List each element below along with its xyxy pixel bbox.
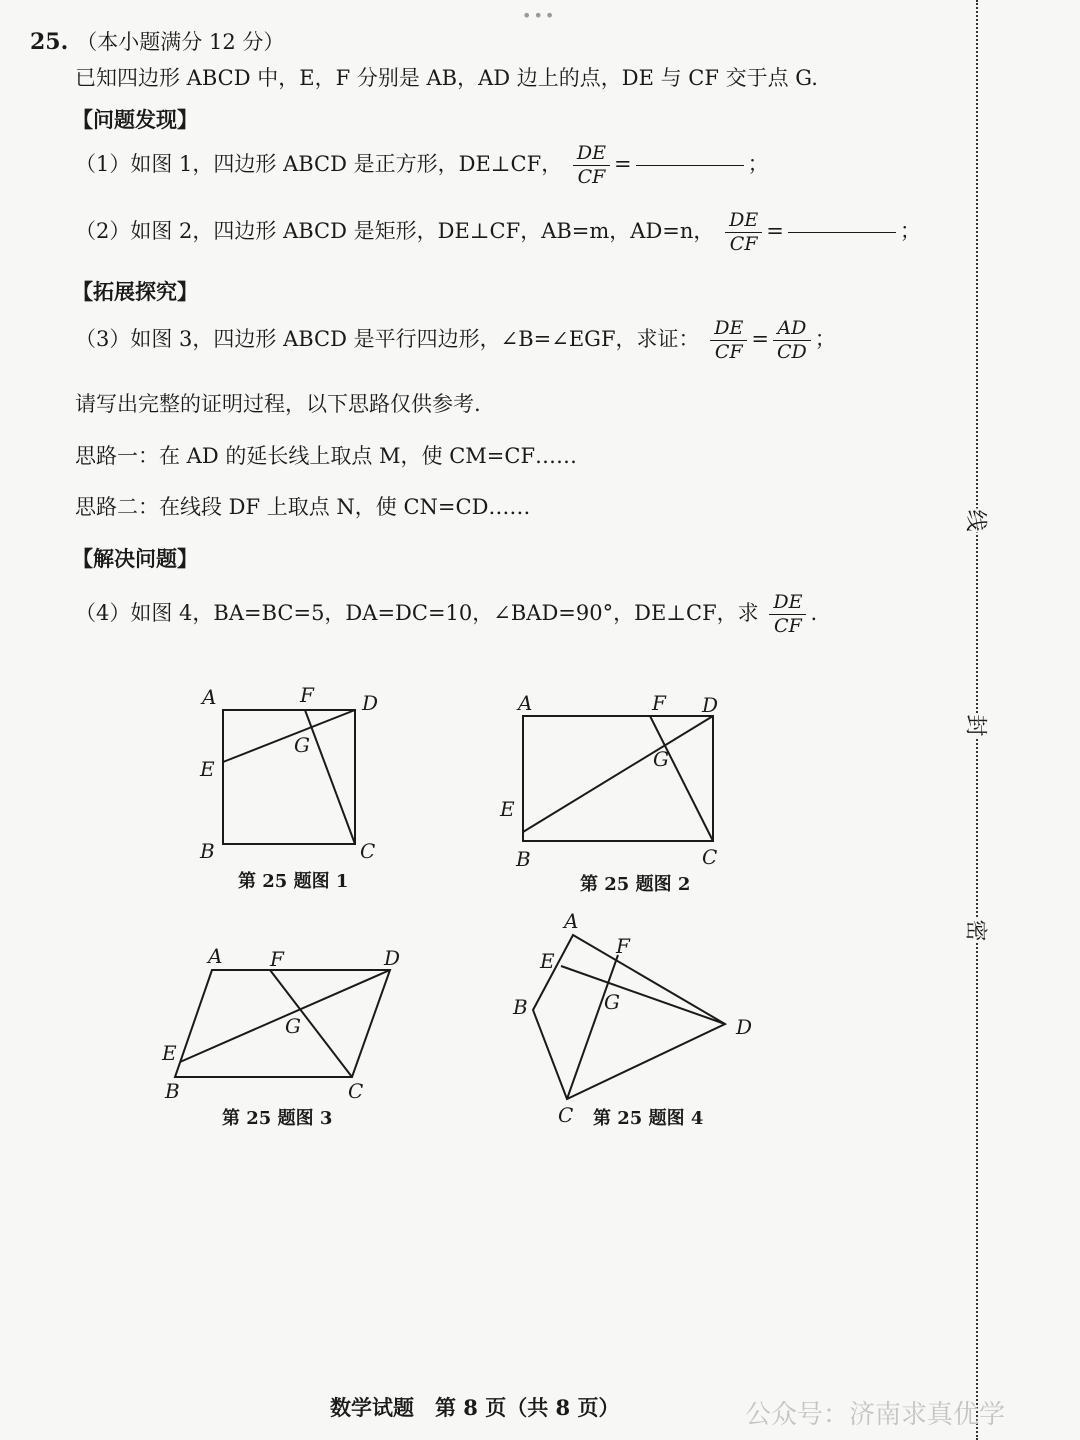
part-1-text: （1）如图 1，四边形 ABCD 是正方形，DE⊥CF，	[75, 151, 563, 176]
fig3-segment-cf	[270, 970, 352, 1077]
fig1-label-a: A	[202, 685, 217, 709]
fraction-ad-cd: $\frac{AD}{CD}$	[773, 318, 811, 363]
question-number: 25.	[30, 29, 69, 55]
fig3-label-f: F	[270, 947, 284, 971]
semicolon: ；	[814, 326, 836, 351]
fig3-label-b: B	[165, 1079, 180, 1103]
page-footer: 数学试题 第 8 页（共 8 页）	[330, 1395, 620, 1420]
fig1-label-f: F	[300, 683, 314, 707]
fig1-segment-cf	[305, 710, 355, 844]
fig3-label-c: C	[348, 1079, 364, 1103]
idea-1: 思路一：在 AD 的延长线上取点 M，使 CM=CF……	[75, 444, 578, 468]
fig2-label-d: D	[702, 693, 719, 717]
figure-2	[523, 716, 713, 841]
fig4-label-c: C	[558, 1103, 574, 1127]
idea-2: 思路二：在线段 DF 上取点 N，使 CN=CD……	[75, 495, 531, 519]
fig1-label-d: D	[362, 691, 379, 715]
fig2-rectangle	[523, 716, 713, 841]
fig2-label-f: F	[652, 691, 666, 715]
fig2-label-a: A	[518, 691, 533, 715]
score-note: （本小题满分 12 分）	[76, 30, 285, 54]
fig4-segment-de	[561, 966, 725, 1024]
equals-sign: =	[766, 218, 784, 243]
fig4-label-a: A	[564, 909, 579, 933]
fig3-label-a: A	[208, 944, 223, 968]
fig3-label-d: D	[384, 946, 401, 970]
fraction-de-cf: $\frac{DE}{CF}$	[725, 210, 762, 255]
fig4-quadrilateral	[533, 935, 725, 1099]
fig2-segment-de	[523, 716, 713, 832]
part-3-text: （3）如图 3，四边形 ABCD 是平行四边形，∠B=∠EGF，求证：	[75, 326, 700, 351]
fig1-label-e: E	[200, 757, 215, 781]
binding-char-line: 线	[962, 509, 993, 533]
fraction-de-cf: $\frac{DE}{CF}$	[573, 143, 610, 188]
fig2-label-g: G	[653, 747, 669, 771]
fig4-label-e: E	[540, 949, 555, 973]
fig4-label-f: F	[616, 934, 630, 958]
fraction-de-cf: $\frac{DE}{CF}$	[710, 318, 747, 363]
fig2-label-b: B	[516, 847, 531, 871]
fig1-segment-de	[223, 710, 355, 762]
fig1-square	[223, 710, 355, 844]
part-4-text: （4）如图 4，BA=BC=5，DA=DC=10，∠BAD=90°，DE⊥CF，求	[75, 600, 759, 625]
binding-char-seal: 封	[962, 714, 993, 738]
period: .	[810, 600, 818, 625]
figure-3	[175, 970, 390, 1077]
equals-sign: =	[751, 326, 769, 351]
binding-char-secret: 密	[962, 919, 993, 943]
fig4-label-g: G	[604, 990, 620, 1014]
fig4-label-d: D	[736, 1015, 753, 1039]
section-solve-problem: 【解决问题】	[72, 546, 198, 571]
binding-margin	[962, 0, 988, 1440]
fraction-de-cf: $\frac{DE}{CF}$	[769, 592, 806, 637]
fig4-caption: 第 25 题图 4	[593, 1108, 704, 1129]
fig4-label-b: B	[513, 995, 528, 1019]
question-intro: 已知四边形 ABCD 中，E，F 分别是 AB，AD 边上的点，DE 与 CF 交于点 G.	[75, 66, 818, 90]
figure-4	[533, 935, 725, 1099]
section-problem-discovery: 【问题发现】	[72, 107, 198, 132]
fig3-label-e: E	[162, 1041, 177, 1065]
fig1-label-g: G	[294, 733, 310, 757]
semicolon: ；	[747, 151, 769, 176]
watermark: 公众号：济南求真优学	[745, 1400, 1006, 1430]
fig3-label-g: G	[285, 1014, 301, 1038]
fig2-label-c: C	[702, 845, 718, 869]
fig1-label-b: B	[200, 839, 215, 863]
semicolon: ；	[899, 218, 921, 243]
fig2-label-e: E	[500, 797, 515, 821]
part-2-text: （2）如图 2，四边形 ABCD 是矩形，DE⊥CF，AB=m，AD=n，	[75, 218, 715, 243]
fig3-caption: 第 25 题图 3	[222, 1108, 333, 1129]
equals-sign: =	[614, 151, 632, 176]
figure-1	[223, 710, 355, 844]
fig2-caption: 第 25 题图 2	[580, 874, 691, 895]
section-extended-inquiry: 【拓展探究】	[72, 279, 198, 304]
fig1-caption: 第 25 题图 1	[238, 871, 349, 892]
part-3-hint: 请写出完整的证明过程，以下思路仅供参考.	[75, 392, 481, 416]
top-drag-indicator: •••	[522, 6, 557, 25]
fig1-label-c: C	[360, 839, 376, 863]
